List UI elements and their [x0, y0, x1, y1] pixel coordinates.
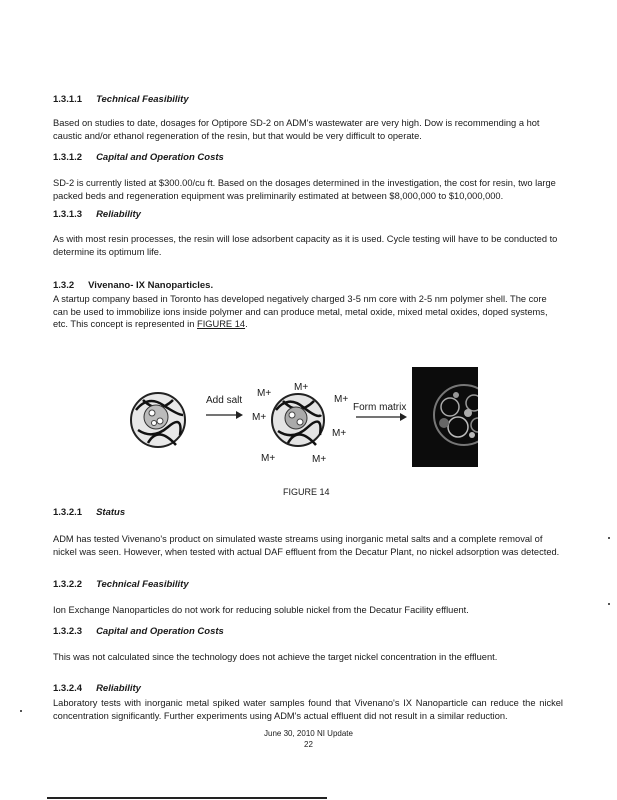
nanoparticle-diagram: [128, 365, 478, 470]
ion-label: M+: [334, 394, 349, 405]
scan-edge-line: [47, 797, 327, 799]
paragraph-reliability-2: Laboratory tests with inorganic metal spiked water samples found that Vivenano's IX Nanoparticle can reduce the nickel concentration significantly. Further experiments using ADM's actual effluent did not result in a similar reduction.: [53, 698, 563, 721]
paragraph-capital-costs-2: This was not calculated since the technology does not achieve the target nickel concentration in the effluent.: [53, 652, 498, 662]
paragraph-capital-costs: SD-2 is currently listed at $300.00/cu ft. Based on the dosages determined in the investigation, the cost for resin, two large packed beds and regeneration equipment was preliminarily estimated at between $8,000,000 to $10,000,000.: [53, 178, 556, 201]
heading-vivenano: 1.3.2 Vivenano- IX Nanoparticles.: [53, 280, 214, 291]
polymer-particle-icon: [131, 393, 185, 447]
figure-14-diagram: [128, 365, 478, 470]
paragraph-reliability: As with most resin processes, the resin will lose adsorbent capacity as it is used. Cycle testing will have to be conducted to determine its optimum life.: [53, 234, 558, 257]
heading-technical-feasibility: 1.3.1.1 Technical Feasibility: [53, 94, 189, 105]
scan-speck: [608, 537, 610, 539]
paragraph-technical-feasibility-2: Ion Exchange Nanoparticles do not work for reducing soluble nickel from the Decatur Facility effluent.: [53, 605, 469, 615]
heading-reliability-2: 1.3.2.4 Reliability: [53, 683, 141, 694]
heading-capital-costs: 1.3.1.2 Capital and Operation Costs: [53, 152, 224, 163]
charged-particle-icon: [272, 394, 324, 446]
figure-14-link[interactable]: FIGURE 14: [197, 319, 246, 329]
figure-caption: FIGURE 14: [283, 487, 330, 497]
form-matrix-label: Form matrix: [353, 402, 407, 413]
scan-speck: [20, 710, 22, 712]
ion-label: M+: [252, 412, 267, 423]
ion-label: M+: [332, 428, 347, 439]
ion-label: M+: [257, 388, 272, 399]
add-salt-label: Add salt: [206, 395, 243, 406]
ion-label: M+: [312, 454, 327, 465]
ion-label: M+: [261, 453, 276, 464]
heading-technical-feasibility-2: 1.3.2.2 Technical Feasibility: [53, 579, 189, 590]
heading-capital-costs-2: 1.3.2.3 Capital and Operation Costs: [53, 626, 224, 637]
matrix-image: [412, 367, 478, 467]
heading-reliability: 1.3.1.3 Reliability: [53, 209, 141, 220]
footer-date: June 30, 2010 NI Update: [264, 729, 353, 738]
heading-status: 1.3.2.1 Status: [53, 507, 126, 518]
paragraph-technical-feasibility: Based on studies to date, dosages for Optipore SD-2 on ADM's wastewater are very high. Dow is recommending a hot caustic and/or ethanol regeneration of the resin, but that would be very difficult to operate.: [53, 118, 540, 141]
paragraph-vivenano: A startup company based in Toronto has developed negatively charged 3-5 nm core with 2-5 nm polymer shell. The core can be used to immobilize ions inside polymer and can produce metal, metal oxide, mixed metal oxides, doped systems, etc. This concept is represented in FIGURE 14.: [53, 294, 548, 329]
paragraph-status: ADM has tested Vivenano's product on simulated waste streams using inorganic metal salts and a complete removal of nickel was seen. However, when tested with actual DAF effluent from the Decatur Plant, no nickel adsorption was detected.: [53, 534, 560, 557]
ion-label: M+: [294, 382, 309, 393]
scan-speck: [608, 603, 610, 605]
page-number: 22: [304, 740, 313, 749]
